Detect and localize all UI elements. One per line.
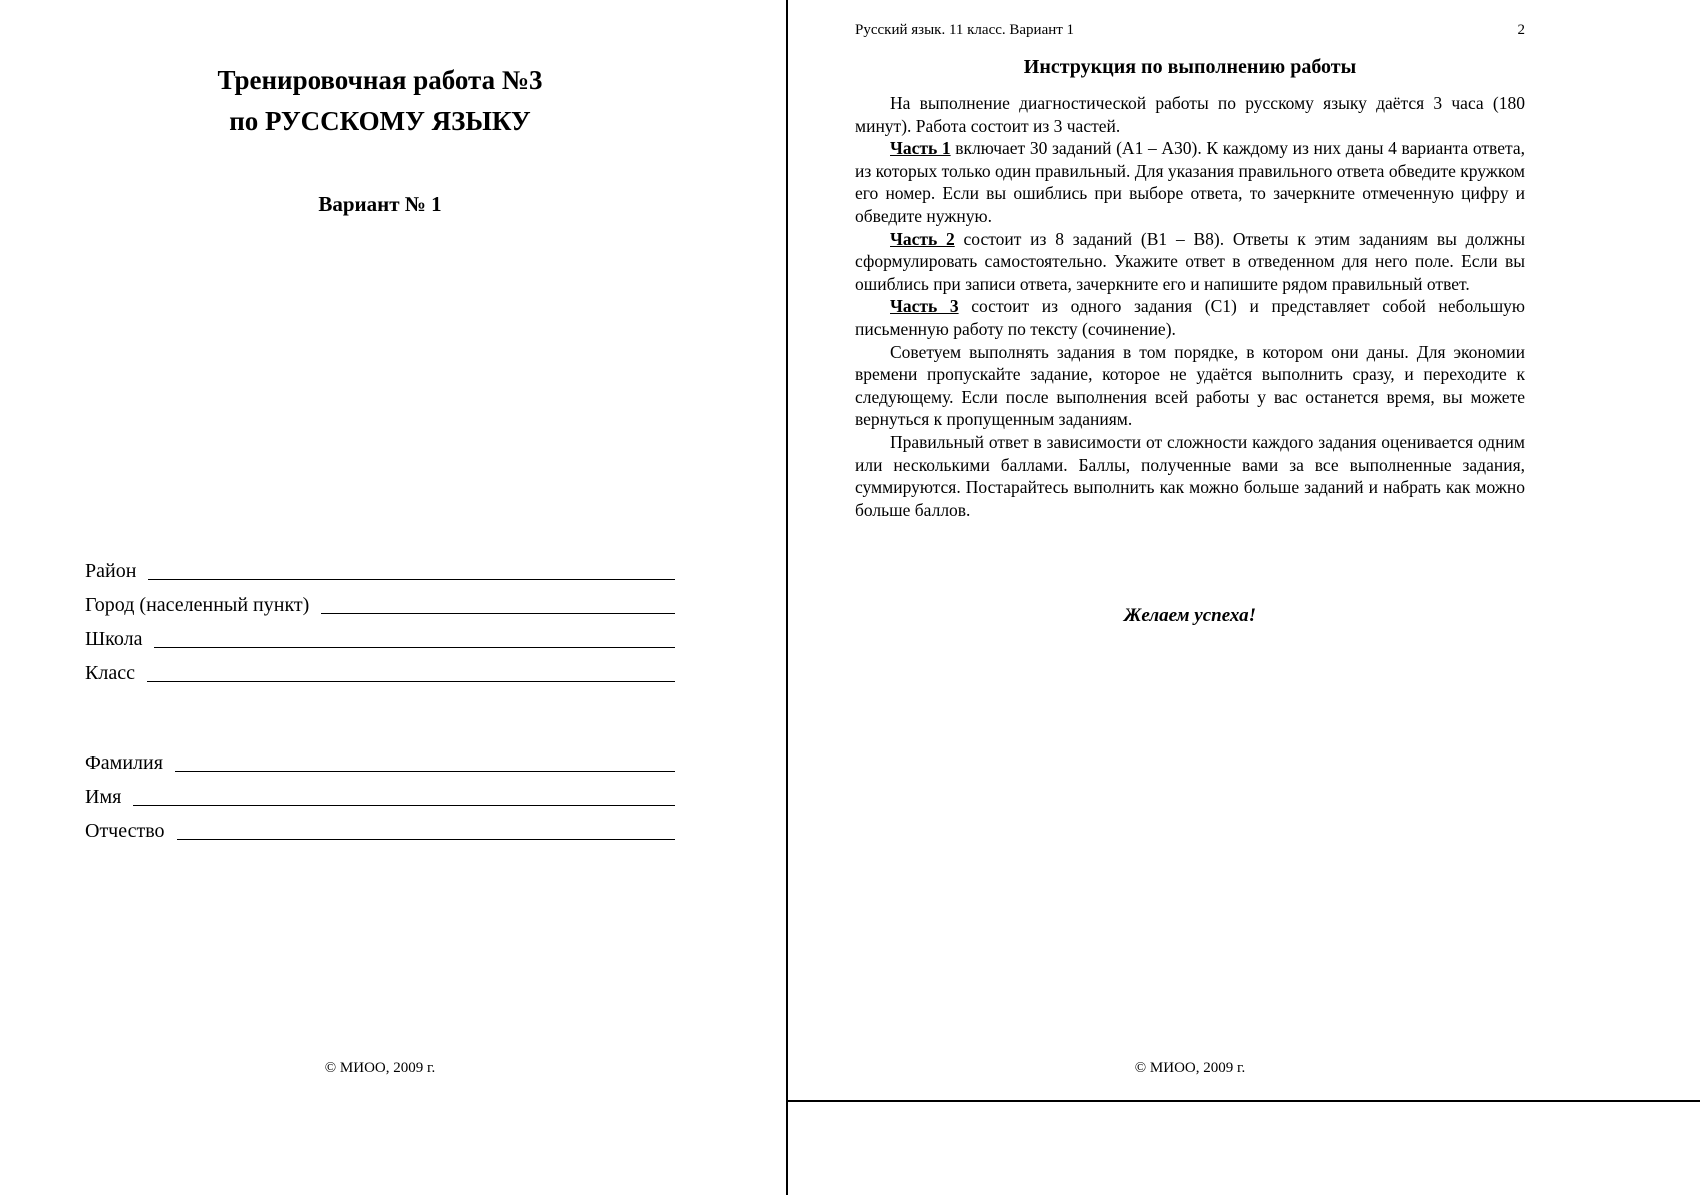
person-fields — [85, 742, 675, 844]
field-line-otchestvo — [177, 829, 675, 840]
field-line-klass — [147, 671, 675, 682]
field-row-rayon — [85, 550, 675, 584]
copyright-right: © МИОО, 2009 г. — [1134, 1060, 1246, 1076]
running-header-title: Русский язык. 11 класс. Вариант 1 — [855, 22, 1075, 38]
field-row-familiya — [85, 742, 675, 776]
field-label-imya: Имя — [85, 786, 122, 808]
copyright-left: © МИОО, 2009 г. — [324, 1060, 436, 1076]
field-line-gorod — [321, 603, 675, 614]
variant-label: Вариант № 1 — [318, 192, 442, 216]
field-line-rayon — [148, 569, 675, 580]
instructions-heading: Инструкция по выполнению работы — [1023, 56, 1357, 78]
paragraph-text: включает 30 заданий (А1 – А30). К каждому из них даны 4 варианта ответа, из которых только один правильный. Для указания правильного ответа обведите кружком его номер. Если вы ошиблись при выборе ответа, то зачеркните отмеченную цифру и обведите нужную. — [855, 138, 1525, 226]
field-row-klass — [85, 652, 675, 686]
location-fields — [85, 550, 675, 686]
page-divider — [786, 0, 788, 1195]
paragraph-lead: Часть 3 — [890, 296, 959, 317]
running-header — [855, 22, 1525, 39]
paragraph-text: состоит из одного задания (С1) и представляет собой небольшую письменную работу по тексту (сочинение). — [855, 296, 1526, 339]
work-title-line1: Тренировочная работа №3 — [217, 65, 543, 95]
field-label-gorod: Город (населенный пункт) — [85, 594, 310, 616]
instruction-paragraph — [855, 92, 1525, 137]
field-label-klass: Класс — [85, 662, 135, 684]
field-row-otchestvo — [85, 810, 675, 844]
field-line-familiya — [175, 761, 675, 772]
paragraph-lead: Часть 1 — [890, 138, 951, 159]
work-title-line2: по РУССКОМУ ЯЗЫКУ — [229, 106, 531, 136]
field-label-familiya: Фамилия — [85, 752, 163, 774]
page-number: 2 — [1517, 22, 1525, 38]
page-bottom-rule — [786, 1100, 1700, 1102]
field-row-shkola — [85, 618, 675, 652]
field-label-rayon: Район — [85, 560, 137, 582]
field-label-shkola: Школа — [85, 628, 143, 650]
paragraph-lead: Часть 2 — [890, 228, 955, 249]
field-label-otchestvo: Отчество — [85, 820, 165, 842]
field-row-imya — [85, 776, 675, 810]
instructions-body — [855, 92, 1525, 521]
field-line-imya — [133, 795, 675, 806]
instruction-paragraph — [855, 137, 1525, 227]
good-luck-message: Желаем успеха! — [1123, 605, 1257, 626]
instruction-paragraph — [855, 295, 1525, 340]
paragraph-text: состоит из 8 заданий (В1 – В8). Ответы к этим заданиям вы должны сформулировать самостоятельно. Укажите ответ в отведенном для него поле. Если вы ошиблись при записи ответа, зачеркните его и напишите рядом правильный ответ. — [855, 228, 1525, 294]
instruction-paragraph — [855, 228, 1525, 296]
instruction-paragraph — [855, 431, 1525, 521]
paragraph-text: Правильный ответ в зависимости от сложности каждого задания оценивается одним или несколькими баллами. Баллы, полученные вами за все выполненные задания, суммируются. Постарайтесь выполнить как можно больше заданий и набрать как можно больше баллов. — [855, 431, 1525, 520]
field-line-shkola — [154, 637, 675, 648]
field-row-gorod — [85, 584, 675, 618]
paragraph-text: На выполнение диагностической работы по русскому языку даётся 3 часа (180 минут). Работа состоит из 3 частей. — [855, 93, 1525, 136]
instruction-paragraph — [855, 341, 1525, 431]
work-title — [85, 60, 675, 142]
paragraph-text: Советуем выполнять задания в том порядке, в котором они даны. Для экономии времени пропускайте задание, которое не удаётся выполнить сразу, и переходите к следующему. Если после выполнения всей работы у вас останется время, вы можете вернуться к пропущенным заданиям. — [855, 341, 1525, 430]
